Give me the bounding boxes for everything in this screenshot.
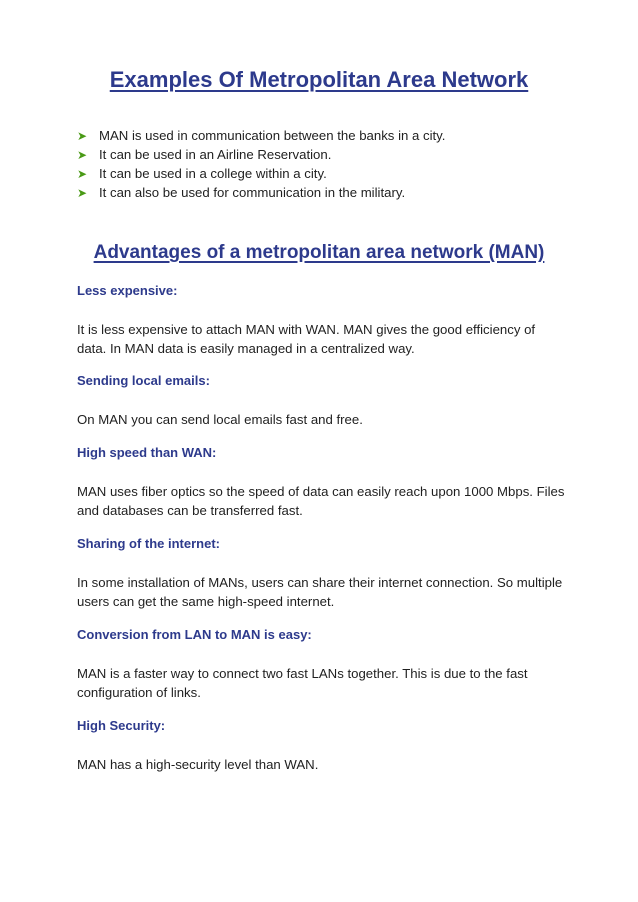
arrowhead-right-icon: ➤	[77, 147, 88, 162]
advantage-local-emails	[77, 372, 567, 429]
advantage-heading: Sharing of the internet:	[77, 536, 220, 551]
advantage-text: MAN uses fiber optics so the speed of data can easily reach upon 1000 Mbps. Files and databases can be transferred fast.	[77, 484, 565, 518]
list-item-text: It can be used in a college within a city.	[99, 166, 327, 181]
advantage-high-speed	[77, 444, 567, 520]
list-item	[77, 183, 445, 202]
advantage-high-security	[77, 717, 567, 774]
advantage-text: On MAN you can send local emails fast and free.	[77, 412, 363, 427]
advantage-sharing-internet	[77, 535, 567, 611]
list-item-text: It can also be used for communication in the military.	[99, 185, 406, 200]
list-item	[77, 126, 445, 145]
advantage-text: MAN has a high-security level than WAN.	[77, 757, 319, 772]
arrowhead-right-icon: ➤	[77, 128, 88, 143]
advantage-heading: Less expensive:	[77, 283, 178, 298]
advantage-text: MAN is a faster way to connect two fast LANs together. This is due to the fast configuration of links.	[77, 666, 528, 700]
advantages-heading: Advantages of a metropolitan area network (MAN)	[93, 242, 545, 263]
list-item-text: It can be used in an Airline Reservation.	[99, 147, 332, 162]
list-item	[77, 145, 445, 164]
advantage-less-expensive	[77, 282, 567, 358]
page-title: Examples Of Metropolitan Area Network	[109, 67, 529, 92]
advantage-heading: Sending local emails:	[77, 373, 210, 388]
advantage-heading: Conversion from LAN to MAN is easy:	[77, 627, 312, 642]
advantage-heading: High Security:	[77, 718, 166, 733]
arrowhead-right-icon: ➤	[77, 166, 88, 181]
examples-list	[77, 126, 445, 202]
advantage-lan-to-man	[77, 626, 567, 702]
advantage-text: In some installation of MANs, users can share their internet connection. So multiple users can get the same high-speed internet.	[77, 575, 563, 609]
advantage-heading: High speed than WAN:	[77, 445, 217, 460]
list-item	[77, 164, 445, 183]
list-item-text: MAN is used in communication between the banks in a city.	[99, 128, 446, 143]
arrowhead-right-icon: ➤	[77, 185, 88, 200]
advantage-text: It is less expensive to attach MAN with WAN. MAN gives the good efficiency of data. In MAN data is easily managed in a centralized way.	[77, 322, 536, 356]
